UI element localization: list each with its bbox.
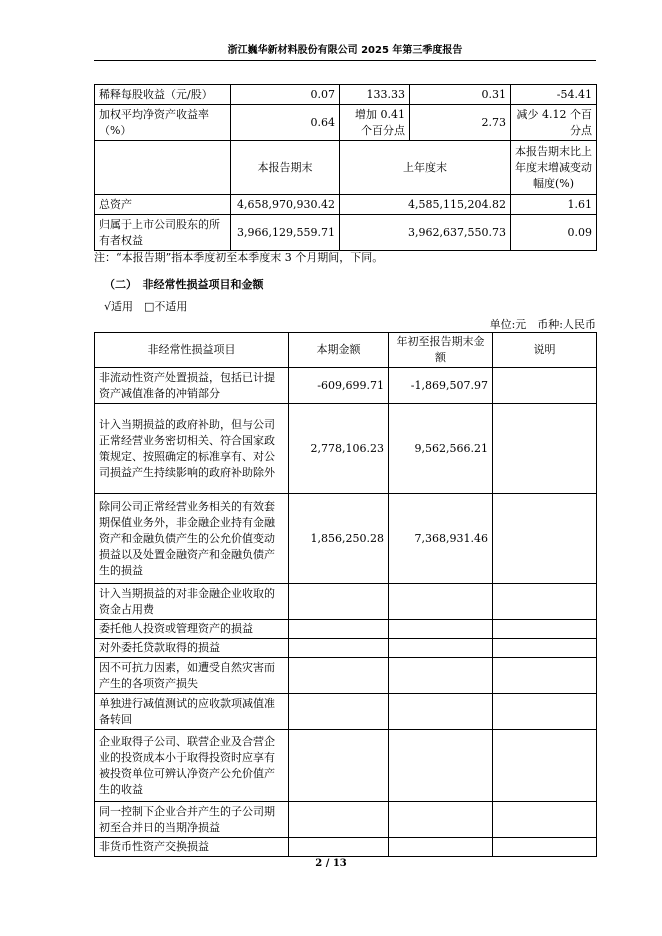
cell-value: 3,966,129,559.71 — [231, 215, 340, 251]
cell-value — [289, 584, 389, 620]
report-header: 浙江巍华新材料股份有限公司 2025 年第三季度报告 — [227, 45, 463, 56]
cell-value — [289, 620, 389, 639]
cell-value — [389, 658, 493, 694]
cell-value — [289, 838, 389, 857]
table-row — [95, 620, 597, 639]
table-row — [95, 195, 597, 215]
item-label: 对外委托贷款取得的损益 — [95, 639, 289, 658]
table-row — [95, 639, 597, 658]
cell-value: -609,699.71 — [289, 368, 389, 404]
item-label: 非流动性资产处置损益，包括已计提资产减值准备的冲销部分 — [95, 368, 289, 404]
cell-desc — [493, 658, 597, 694]
table-row — [95, 368, 597, 404]
table-row — [95, 584, 597, 620]
item-label: 计入当期损益的对非金融企业收取的资金占用费 — [95, 584, 289, 620]
cell-desc — [493, 584, 597, 620]
cell-value: 减少 4.12 个百分点 — [511, 105, 597, 141]
header-row — [95, 333, 597, 368]
cell-value — [389, 802, 493, 838]
col-header: 说明 — [493, 333, 597, 368]
sub-header-row — [95, 141, 597, 195]
row-label: 稀释每股收益（元/股） — [95, 85, 231, 105]
cell-value — [389, 838, 493, 857]
col-header: 本报告期末 — [231, 141, 340, 195]
item-label: 除同公司正常经营业务相关的有效套期保值业务外，非金融企业持有金融资产和金融负债产生的公允价值变动损益以及处置金融资产和金融负债产生的损益 — [95, 494, 289, 584]
table-note: 注：“本报告期”指本季度初至本季度末 3 个月期间，下同。 — [94, 251, 384, 264]
cell-value — [389, 584, 493, 620]
cell-value — [289, 694, 389, 730]
cell-value: 4,658,970,930.42 — [231, 195, 340, 215]
header-rule — [94, 60, 596, 61]
cell-value: 0.07 — [231, 85, 340, 105]
cell-value — [389, 694, 493, 730]
col-header: 本报告期末比上年度末增减变动幅度(%) — [511, 141, 597, 195]
item-label: 企业取得子公司、联营企业及合营企业的投资成本小于取得投资时应享有被投资单位可辨认净资产公允价值产生的收益 — [95, 730, 289, 802]
cell-value: 2.73 — [410, 105, 511, 141]
cell-value: 9,562,566.21 — [389, 404, 493, 494]
cell-value: 3,962,637,550.73 — [340, 215, 511, 251]
cell-value — [289, 730, 389, 802]
item-label: 同一控制下企业合并产生的子公司期初至合并日的当期净损益 — [95, 802, 289, 838]
table-row — [95, 105, 597, 141]
section-title: （二） 非经常性损益项目和金额 — [104, 278, 264, 291]
cell-desc — [493, 694, 597, 730]
cell-value — [389, 730, 493, 802]
cell-desc — [493, 404, 597, 494]
item-label: 单独进行减值测试的应收款项减值准备转回 — [95, 694, 289, 730]
cell-desc — [493, 838, 597, 857]
cell-desc — [493, 639, 597, 658]
row-label: 加权平均净资产收益率（%） — [95, 105, 231, 141]
cell-value: -54.41 — [511, 85, 597, 105]
col-header: 非经常性损益项目 — [95, 333, 289, 368]
cell-value: 4,585,115,204.82 — [340, 195, 511, 215]
page-number: 2 / 13 — [315, 858, 347, 869]
cell-value: 133.33 — [340, 85, 410, 105]
applicability-checkboxes: √适用 □不适用 — [104, 300, 188, 313]
table-row — [95, 694, 597, 730]
cell-value: -1,869,507.97 — [389, 368, 493, 404]
cell-value: 2,778,106.23 — [289, 404, 389, 494]
cell-value — [289, 658, 389, 694]
table-row — [95, 838, 597, 857]
table-row — [95, 215, 597, 251]
table-row — [95, 802, 597, 838]
table-row — [95, 404, 597, 494]
cell-value: 7,368,931.46 — [389, 494, 493, 584]
cell-desc — [493, 620, 597, 639]
cell-value — [289, 802, 389, 838]
financial-indicators-table — [94, 84, 597, 251]
cell-value — [389, 639, 493, 658]
cell-desc — [493, 368, 597, 404]
cell-value — [289, 639, 389, 658]
col-header: 年初至报告期末金额 — [389, 333, 493, 368]
table-row — [95, 494, 597, 584]
cell-desc — [493, 494, 597, 584]
cell-value: 0.64 — [231, 105, 340, 141]
cell-desc — [493, 730, 597, 802]
cell-value: 0.09 — [511, 215, 597, 251]
row-label: 总资产 — [95, 195, 231, 215]
item-label: 非货币性资产交换损益 — [95, 838, 289, 857]
item-label: 计入当期损益的政府补助，但与公司正常经营业务密切相关、符合国家政策规定、按照确定的标准享有、对公司损益产生持续影响的政府补助除外 — [95, 404, 289, 494]
cell-value: 1,856,250.28 — [289, 494, 389, 584]
cell-value: 1.61 — [511, 195, 597, 215]
table-row — [95, 658, 597, 694]
currency-unit: 单位:元 币种:人民币 — [489, 318, 596, 331]
table-row — [95, 730, 597, 802]
item-label: 因不可抗力因素，如遭受自然灾害而产生的各项资产损失 — [95, 658, 289, 694]
cell-value: 增加 0.41 个百分点 — [340, 105, 410, 141]
non-recurring-items-table — [94, 332, 597, 857]
cell-value — [389, 620, 493, 639]
col-header: 上年度末 — [340, 141, 511, 195]
col-header: 本期金额 — [289, 333, 389, 368]
cell-desc — [493, 802, 597, 838]
table-row — [95, 85, 597, 105]
cell-value: 0.31 — [410, 85, 511, 105]
blank-cell — [95, 141, 231, 195]
row-label: 归属于上市公司股东的所有者权益 — [95, 215, 231, 251]
item-label: 委托他人投资或管理资产的损益 — [95, 620, 289, 639]
